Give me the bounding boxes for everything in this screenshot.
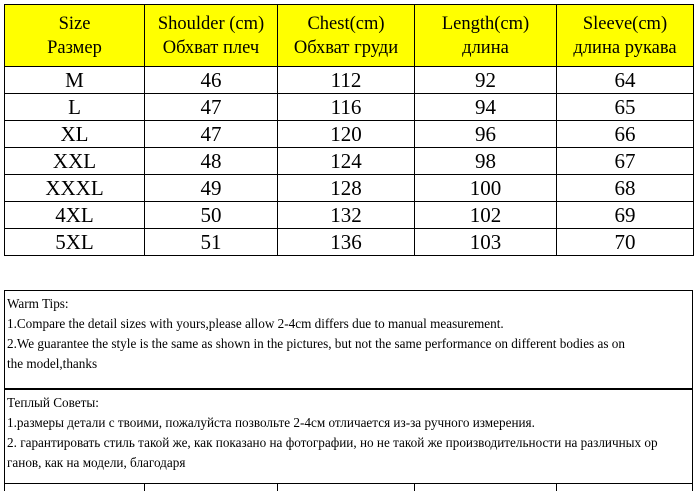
warm-tips-title: Warm Tips: — [7, 296, 69, 311]
cell-sleeve: 65 — [557, 94, 694, 121]
header-sleeve-en: Sleeve(cm) — [582, 13, 668, 34]
cell-chest: 112 — [278, 67, 415, 94]
cell-length: 100 — [415, 175, 557, 202]
table-row — [5, 94, 694, 121]
table-row — [5, 67, 694, 94]
cell-sleeve: 64 — [557, 67, 694, 94]
cell-length: 96 — [415, 121, 557, 148]
cell-shoulder: 47 — [145, 94, 278, 121]
cell-length: 92 — [415, 67, 557, 94]
cell-size: M — [5, 67, 145, 94]
warm-tips-ru-line-3: ганов, как на модели, благодаря — [7, 455, 186, 470]
cell-length: 103 — [415, 229, 557, 256]
table-edge-line — [692, 484, 693, 491]
cell-size: XL — [5, 121, 145, 148]
table-edge-line — [277, 484, 278, 491]
table-row — [5, 148, 694, 175]
header-length-en: Length(cm) — [441, 13, 530, 34]
table-row — [5, 121, 694, 148]
cell-sleeve: 70 — [557, 229, 694, 256]
cell-shoulder: 46 — [145, 67, 278, 94]
table-edge-line — [556, 484, 557, 491]
cell-chest: 132 — [278, 202, 415, 229]
warm-tips-ru-title: Теплый Советы: — [7, 395, 99, 410]
header-size-ru: Размер — [47, 37, 102, 58]
cell-sleeve: 67 — [557, 148, 694, 175]
header-row — [5, 5, 694, 67]
header-length — [415, 5, 557, 67]
cell-sleeve: 68 — [557, 175, 694, 202]
header-sleeve-ru: длина рукава — [573, 37, 677, 58]
cell-chest: 124 — [278, 148, 415, 175]
cell-length: 98 — [415, 148, 557, 175]
cell-shoulder: 50 — [145, 202, 278, 229]
cell-length: 102 — [415, 202, 557, 229]
cell-chest: 128 — [278, 175, 415, 202]
cell-size: 5XL — [5, 229, 145, 256]
header-size — [5, 5, 145, 67]
cell-shoulder: 51 — [145, 229, 278, 256]
table-edge-line — [4, 484, 5, 491]
warm-tips-ru-line-1: 1.размеры детали с твоими, пожалуйста позвольте 2-4см отличается из-за ручного измерения. — [7, 415, 535, 430]
warm-tips-line-3: the model,thanks — [7, 356, 98, 371]
table-row — [5, 175, 694, 202]
cell-chest: 120 — [278, 121, 415, 148]
cell-size: L — [5, 94, 145, 121]
warm-tips-russian — [4, 389, 693, 484]
header-chest — [278, 5, 415, 67]
header-shoulder-en: Shoulder (cm) — [157, 13, 265, 34]
cell-size: XXXL — [5, 175, 145, 202]
table-edge-line — [414, 484, 415, 491]
warm-tips-english — [4, 290, 693, 389]
cell-chest: 136 — [278, 229, 415, 256]
header-size-en: Size — [58, 13, 91, 34]
cell-chest: 116 — [278, 94, 415, 121]
warm-tips-ru-line-2: 2. гарантировать стиль такой же, как показано на фотографии, но не такой же производительности на различных ор — [7, 435, 658, 450]
cell-size: XXL — [5, 148, 145, 175]
cell-sleeve: 69 — [557, 202, 694, 229]
header-sleeve — [557, 5, 694, 67]
header-chest-ru: Обхват груди — [293, 37, 399, 58]
table-edge-line — [144, 484, 145, 491]
cell-sleeve: 66 — [557, 121, 694, 148]
header-chest-en: Chest(cm) — [307, 13, 385, 34]
cell-size: 4XL — [5, 202, 145, 229]
table-row — [5, 229, 694, 256]
cell-shoulder: 47 — [145, 121, 278, 148]
cell-length: 94 — [415, 94, 557, 121]
table-row — [5, 202, 694, 229]
header-shoulder-ru: Обхват плеч — [162, 37, 260, 58]
warm-tips-line-1: 1.Compare the detail sizes with yours,please allow 2-4cm differs due to manual measurement. — [7, 316, 504, 331]
warm-tips-line-2: 2.We guarantee the style is the same as shown in the pictures, but not the same performance on different bodies as on — [7, 336, 625, 351]
header-shoulder — [145, 5, 278, 67]
cell-shoulder: 49 — [145, 175, 278, 202]
header-length-ru: длина — [462, 37, 509, 58]
size-table — [4, 4, 694, 256]
cell-shoulder: 48 — [145, 148, 278, 175]
